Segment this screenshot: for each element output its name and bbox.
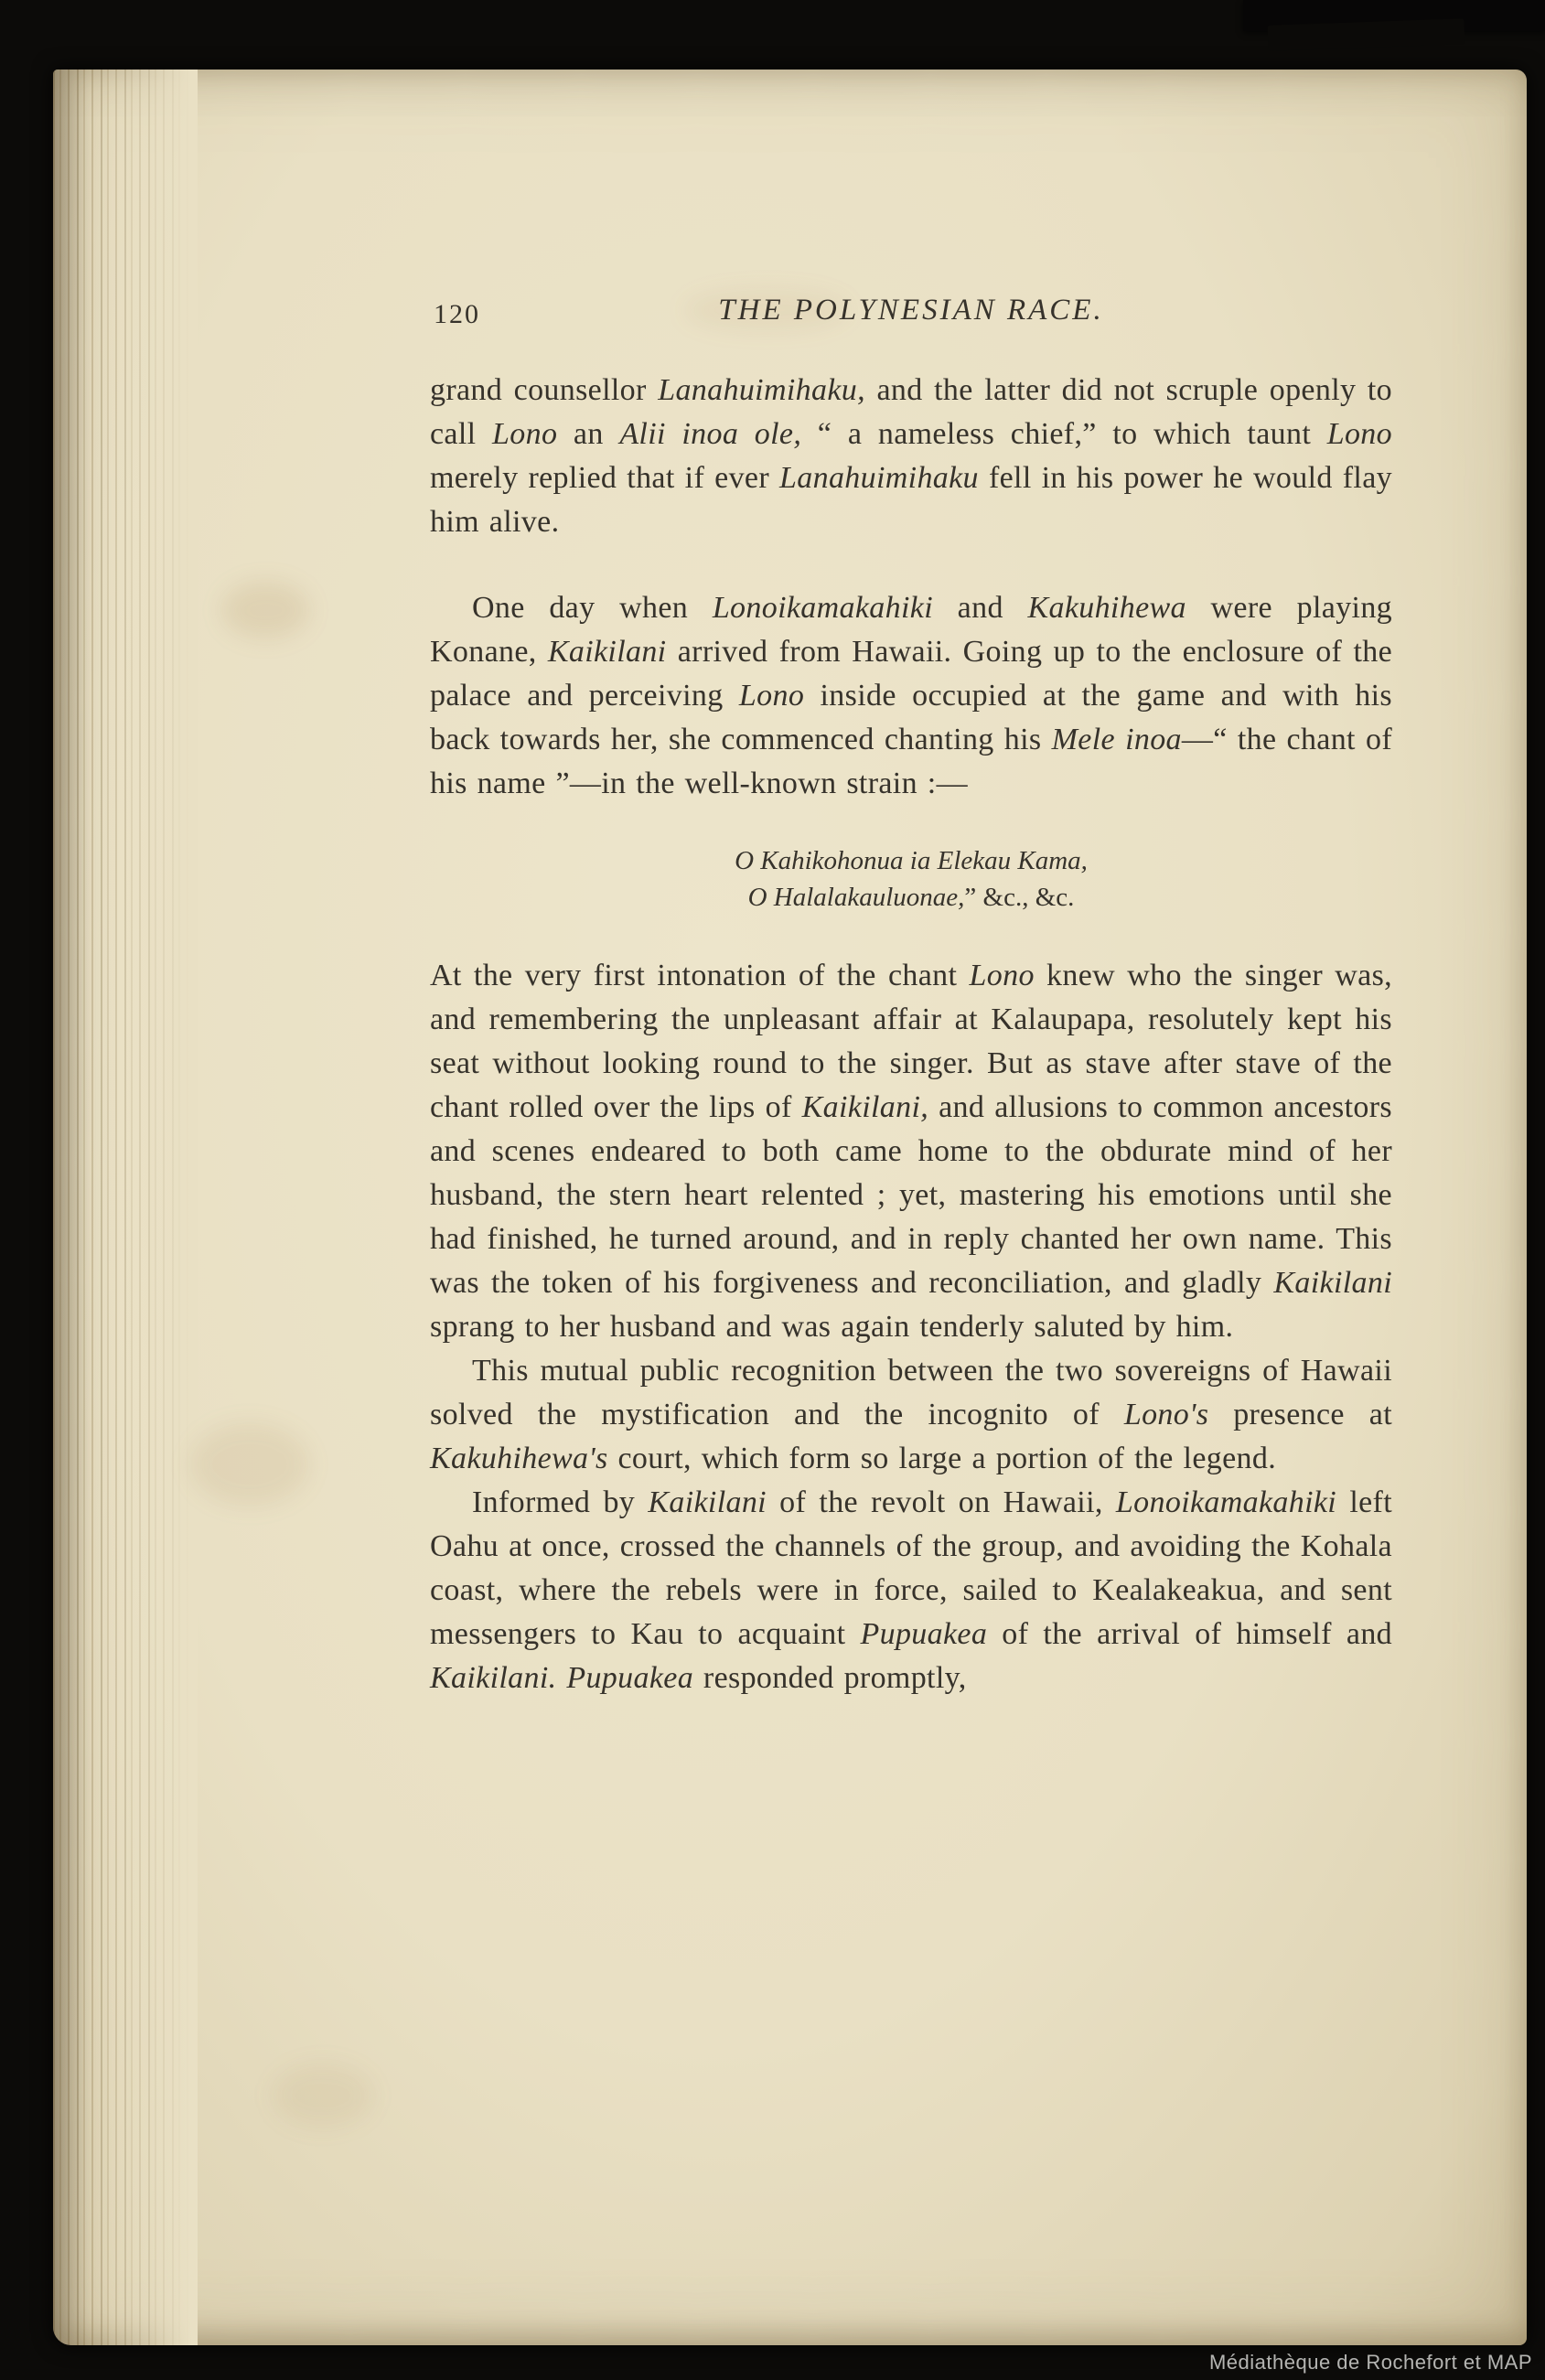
paper-stain bbox=[273, 2064, 373, 2128]
library-watermark: Médiathèque de Rochefort et MAP bbox=[1208, 2351, 1532, 2374]
chant-verse bbox=[430, 842, 1392, 916]
paragraph-5: Informed by Kaikilani of the revolt on Hawaii, Lonoikamakahiki left Oahu at once, crossed the channels of the group, and avoiding the Kohala coast, where the rebels were in force, sailed to Kealakeakua, and sent messengers to Kau to acquaint Pupuakea of the arrival of himself and Kaikilani. Pupuakea responded promptly, bbox=[430, 1485, 1392, 1695]
paper-stain bbox=[190, 1423, 309, 1506]
book-page bbox=[53, 70, 1527, 2345]
page-edge-stack bbox=[53, 70, 198, 2345]
paper-stain bbox=[222, 582, 309, 638]
paragraph-4: This mutual public recognition between the two sovereigns of Hawaii solved the mystification and the incognito of Lono's presence at Kakuhihewa's court, which form so large a portion of the legend. bbox=[430, 1354, 1392, 1475]
paragraph-3: At the very first intonation of the chant Lono knew who the singer was, and remembering the unpleasant affair at Kalaupapa, resolutely kept his seat without looking round to the singer. But as stave after stave of the chant rolled over the lips of Kaikilani, and allusions to common ancestors and scenes endeared to both came home to the obdurate mind of her husband, the stern heart relented ; yet, mastering his emotions until she had finished, he turned around, and in reply chanted her own name. This was the token of his forgiveness and reconciliation, and gladly Kaikilani sprang to her husband and was again tenderly saluted by him. bbox=[430, 959, 1392, 1344]
paragraph-1: grand counsellor Lanahuimihaku, and the latter did not scruple openly to call Lono an Alii inoa ole, “ a nameless chief,” to which taunt Lono merely replied that if ever Lanahuimihaku fell in his power he would flay him alive. bbox=[430, 373, 1392, 539]
verse-line-2: O Halalakauluonae,” &c., &c. bbox=[747, 883, 1075, 912]
page-number: 120 bbox=[434, 299, 480, 329]
running-header bbox=[430, 288, 1392, 332]
paragraph-2: One day when Lonoikamakahiki and Kakuhihewa were playing Konane, Kaikilani arrived from Hawaii. Going up to the enclosure of the palace and perceiving Lono inside occupied at the game and with his back towards her, she commenced chanting his Mele inoa—“ the chant of his name ”—in the well-known strain :— bbox=[430, 591, 1392, 800]
page-content bbox=[430, 288, 1392, 1700]
running-title: THE POLYNESIAN RACE. bbox=[718, 294, 1104, 327]
verse-line-1: O Kahikohonua ia Elekau Kama, bbox=[735, 846, 1088, 875]
